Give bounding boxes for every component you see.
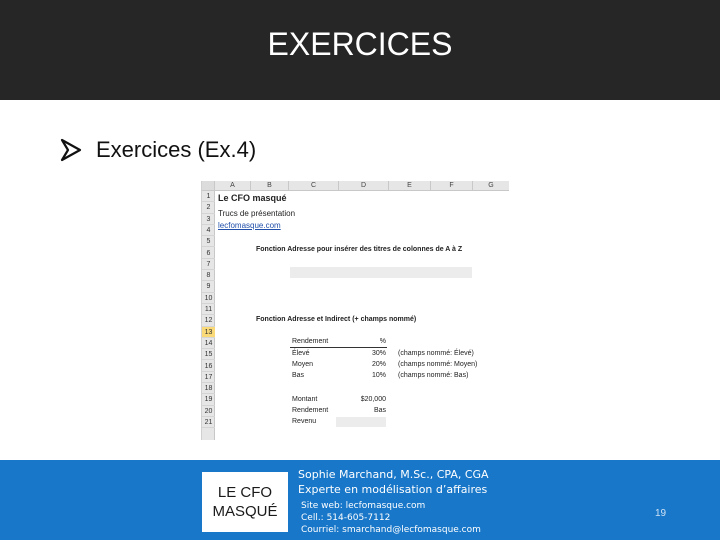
arrow-bullet-icon (60, 138, 82, 162)
row-header: 1 (202, 191, 215, 202)
contact-title: Experte en modélisation d’affaires (298, 483, 488, 496)
cell-revenu-label: Revenu (292, 418, 317, 425)
cell-row-note: (champs nommé: Moyen) (398, 361, 478, 368)
spreadsheet-image (201, 181, 509, 440)
cell-row-note: (champs nommé: Bas) (398, 372, 469, 379)
cell-row-label: Bas (292, 372, 305, 379)
row-header: 2 (202, 202, 215, 213)
cell-montant-label: Montant (292, 396, 318, 403)
row-header: 18 (202, 383, 215, 394)
cell-row-label: Moyen (292, 361, 314, 368)
cell-row-value: 10% (371, 372, 386, 379)
row-header: 19 (202, 394, 215, 405)
row-header: 10 (202, 293, 215, 304)
contact-web: Site web: lecfomasque.com (301, 501, 426, 511)
row-header: 12 (202, 315, 215, 326)
slide-title: EXERCICES (267, 26, 453, 62)
row-header: 20 (202, 406, 215, 417)
row-header-column (202, 191, 215, 440)
cell-site-link: lecfomasque.com (218, 221, 281, 230)
column-header: B (251, 181, 289, 191)
logo (202, 472, 288, 532)
column-header: C (289, 181, 339, 191)
slide-header (0, 0, 720, 100)
column-header: E (389, 181, 431, 191)
cell-table-header-pct: % (379, 338, 386, 345)
contact-phone: Cell.: 514-605-7112 (301, 513, 391, 523)
logo-line-1: LE CFO (217, 484, 273, 501)
cell-title: Le CFO masqué (218, 193, 287, 203)
logo-line-2: MASQUÉ (212, 503, 278, 520)
cell-row-note: (champs nommé: Élevé) (398, 350, 474, 357)
cell-row-label: Élevé (292, 350, 310, 357)
row-header: 14 (202, 338, 215, 349)
bullet-text: Exercices (Ex.4) (96, 137, 257, 162)
column-header: A (215, 181, 251, 191)
row-header: 15 (202, 349, 215, 360)
column-header: D (339, 181, 389, 191)
cell-section-1: Fonction Adresse pour insérer des titres de colonnes de A à Z (256, 246, 463, 253)
column-header: G (473, 181, 509, 191)
grey-revenu-cell (336, 417, 386, 427)
row-header: 11 (202, 304, 215, 315)
row-header: 5 (202, 236, 215, 247)
cell-rendement-value: Bas (373, 407, 386, 414)
cell-montant-value: $20,000 (360, 396, 386, 403)
row-header: 7 (202, 259, 215, 270)
cell-rendement-label: Rendement (292, 407, 329, 414)
column-header: F (431, 181, 473, 191)
row-header: 8 (202, 270, 215, 281)
row-header: 21 (202, 417, 215, 428)
row-header-selected: 13 (202, 327, 215, 338)
select-all-corner (202, 181, 215, 191)
contact-email: Courriel: smarchand@lecfomasque.com (301, 525, 481, 535)
cell-section-2: Fonction Adresse et Indirect (+ champs nommé) (256, 316, 417, 323)
cell-row-value: 20% (371, 361, 386, 368)
column-header-row (202, 181, 509, 191)
cell-row-value: 30% (371, 350, 386, 357)
cell-table-header-label: Rendement (292, 338, 329, 345)
row-header: 3 (202, 214, 215, 225)
cell-subtitle: Trucs de présentation (218, 209, 296, 218)
row-header: 9 (202, 281, 215, 292)
row-header: 4 (202, 225, 215, 236)
grey-result-range (290, 267, 472, 278)
row-header: 16 (202, 361, 215, 372)
page-number: 19 (655, 508, 667, 519)
row-header: 17 (202, 372, 215, 383)
contact-name: Sophie Marchand, M.Sc., CPA, CGA (298, 468, 489, 481)
bullet-item (60, 137, 256, 163)
row-header: 6 (202, 248, 215, 259)
